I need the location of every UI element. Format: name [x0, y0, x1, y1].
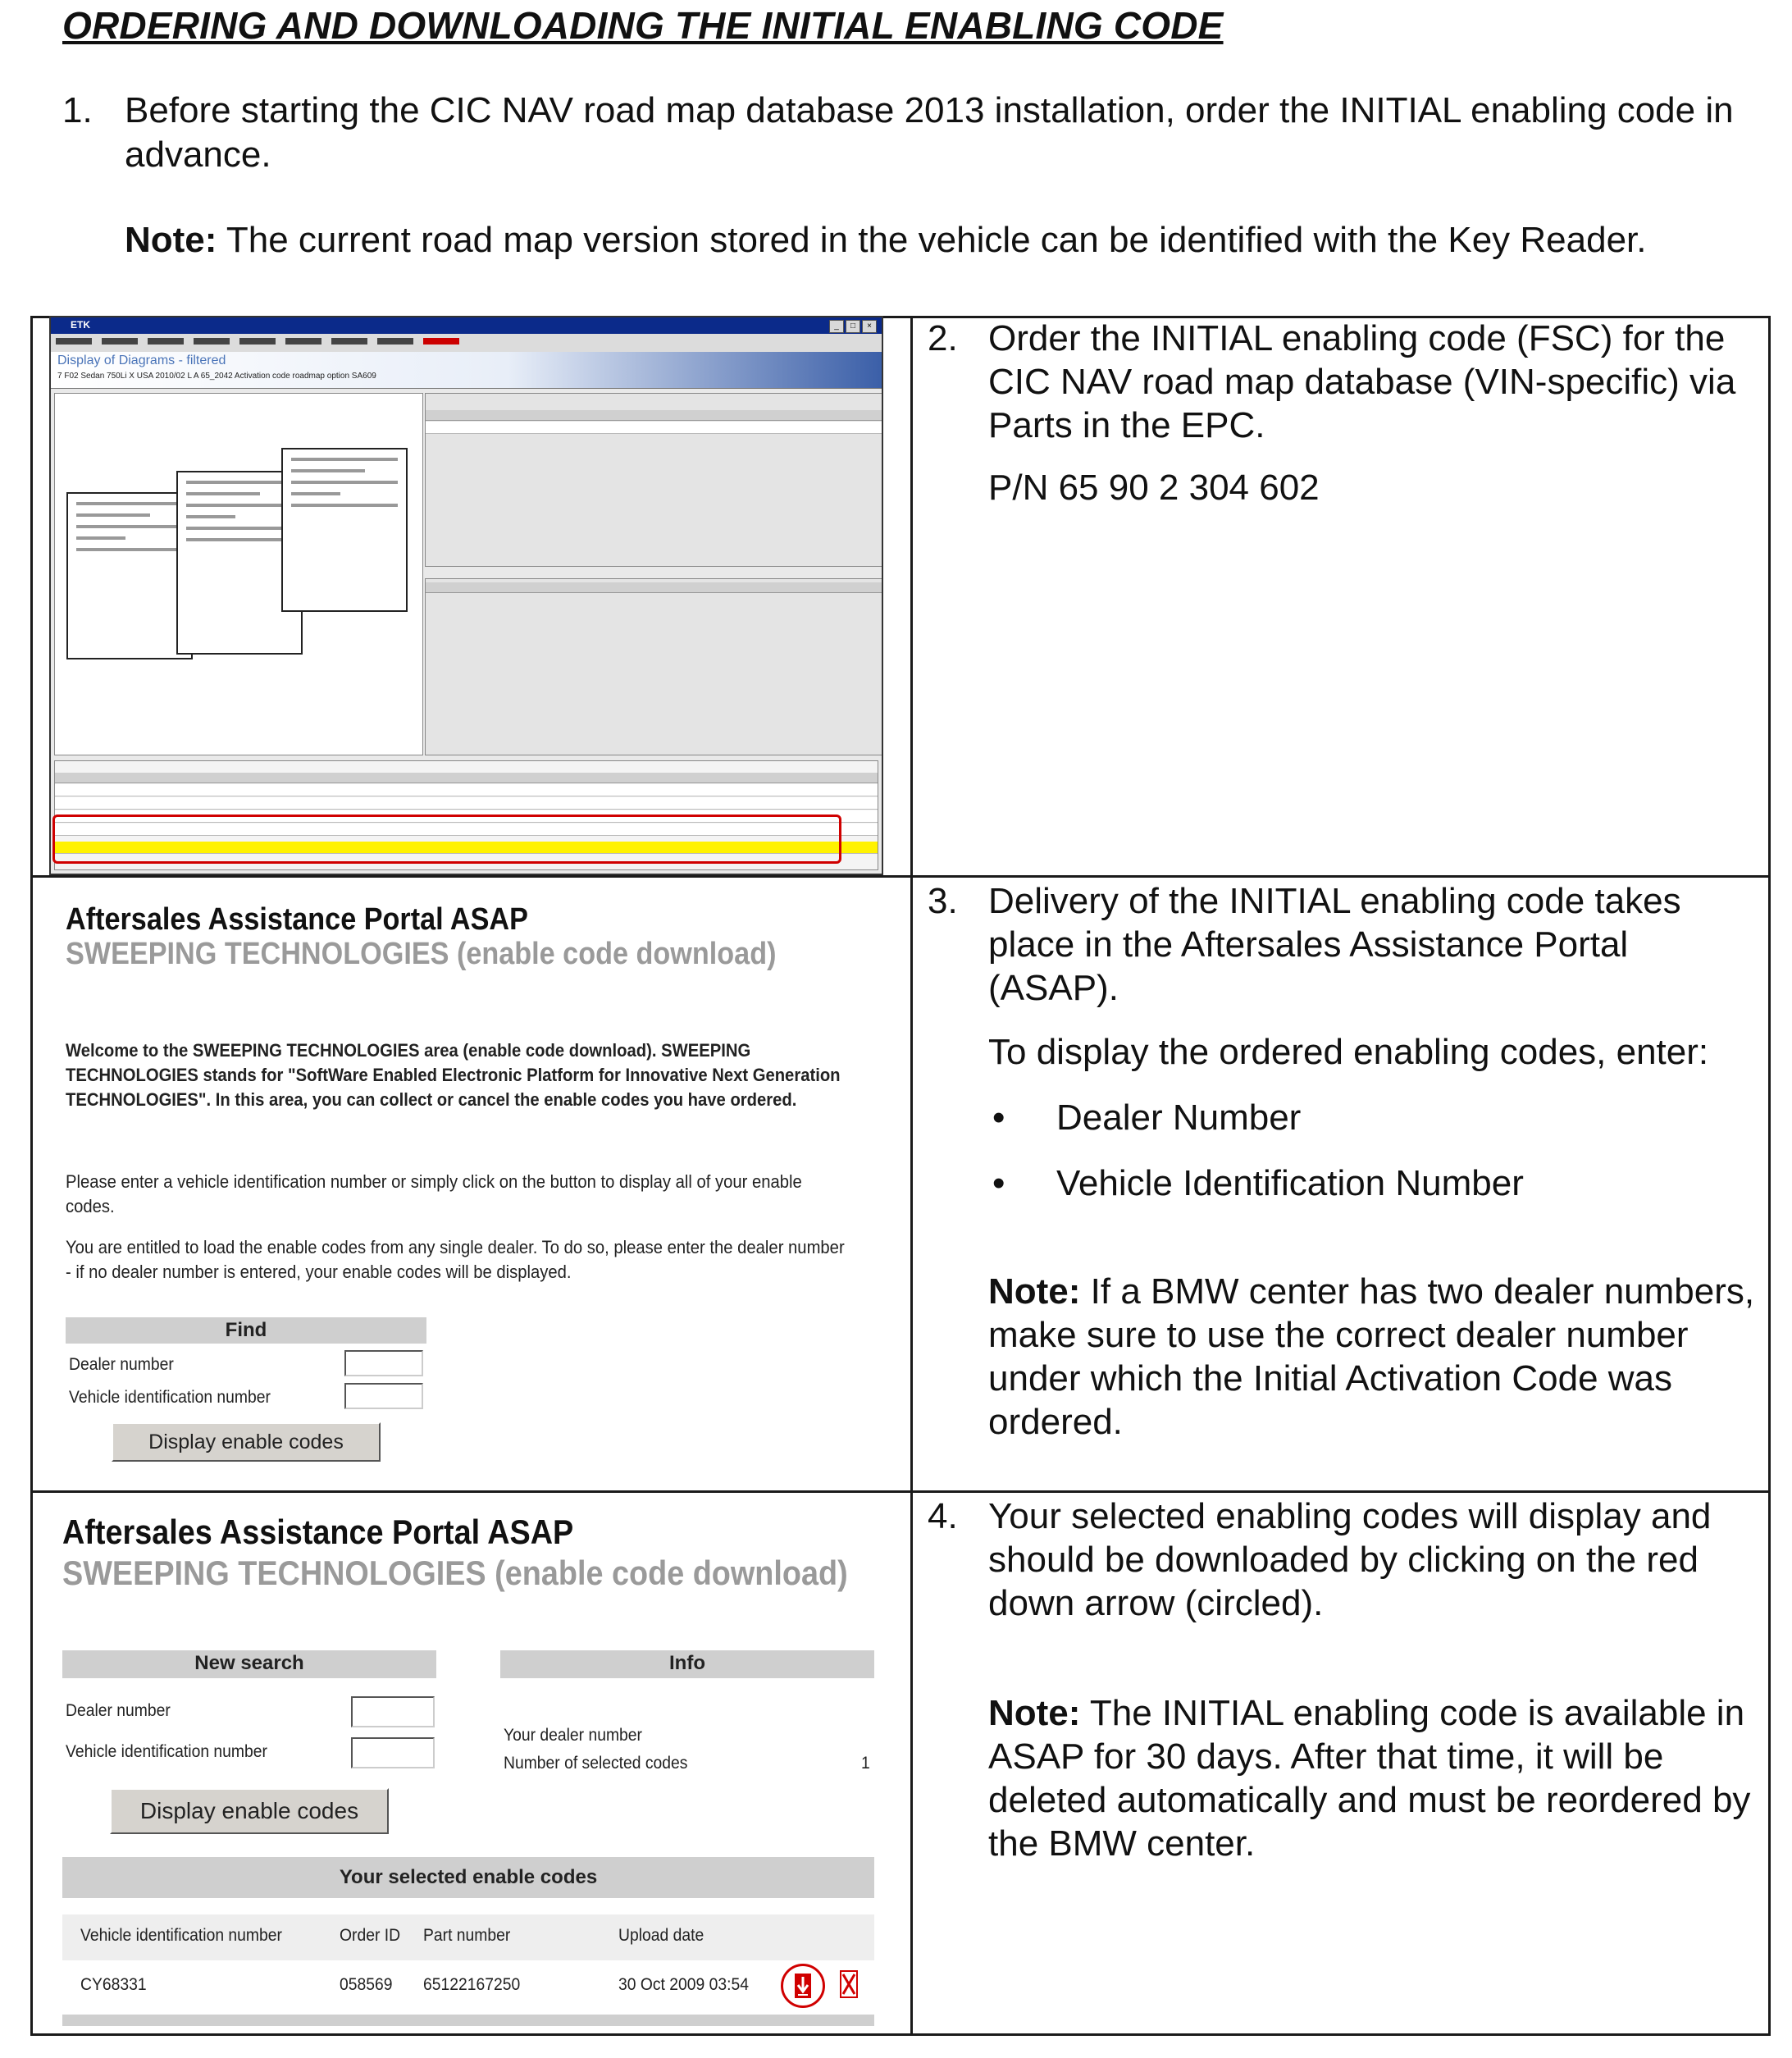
note-text: If a BMW center has two dealer numbers, make sure to use the correct dealer number under which the Initial Activation Code was ordered.: [988, 1271, 1755, 1442]
download-highlight-circle: [781, 1964, 825, 2008]
delete-x-icon[interactable]: [840, 1970, 858, 1998]
selected-codes-header: Your selected enable codes: [62, 1857, 874, 1898]
table-row-divider: [30, 1490, 1771, 1493]
instruction-1: Please enter a vehicle identification number or simply click on the button to display all of your enable codes.: [66, 1171, 802, 1216]
step-1-note: [125, 220, 1647, 261]
menu-item[interactable]: [239, 338, 276, 345]
epc-header-path: 7 F02 Sedan 750Li X USA 2010/02 L A 65_2042 Activation code roadmap option SA609: [57, 372, 376, 381]
close-icon[interactable]: ×: [862, 320, 877, 333]
table-footer-bar: [62, 2015, 874, 2026]
table-row[interactable]: [55, 797, 878, 810]
page-title: ORDERING AND DOWNLOADING THE INITIAL ENABLING CODE: [62, 4, 1224, 47]
note-label: Note:: [125, 220, 217, 260]
dealer-number-input[interactable]: [344, 1350, 423, 1376]
display-enable-codes-button[interactable]: Display enable codes: [112, 1422, 381, 1462]
menu-item[interactable]: [285, 338, 321, 345]
display-enable-codes-button[interactable]: Display enable codes: [110, 1788, 389, 1834]
epc-filter-pane: [425, 393, 882, 567]
note-text: The INITIAL enabling code is available in ASAP for 30 days. After that time, it will be deleted automatically and must be reordered by the BMW center.: [988, 1693, 1751, 1864]
epc-header-title: Display of Diagrams - filtered: [57, 354, 226, 367]
column-header: Part number: [423, 1926, 511, 1945]
download-arrow-icon[interactable]: [795, 1974, 811, 1998]
step-3-number: 3.: [928, 881, 958, 921]
vin-input[interactable]: [351, 1737, 435, 1768]
find-header: Find: [66, 1317, 426, 1344]
highlight-circle: [52, 815, 841, 864]
asap-title: Aftersales Assistance Portal ASAP: [62, 1513, 574, 1551]
step-3-text: Delivery of the INITIAL enabling code takes place in the Aftersales Assistance Portal (ASAP).: [988, 881, 1681, 1008]
diagram-page: [281, 448, 408, 612]
vin-label: Vehicle identification number: [69, 1388, 271, 1407]
step-1-number: 1.: [62, 90, 93, 130]
step-1-text: Before starting the CIC NAV road map database 2013 installation, order the INITIAL enabling code in advance.: [125, 90, 1734, 175]
part-number: P/N 65 90 2 304 602: [988, 468, 1320, 508]
epc-titlebar: [51, 317, 882, 334]
maximize-icon[interactable]: □: [846, 320, 860, 333]
row-upload-date: 30 Oct 2009 03:54: [618, 1975, 749, 1994]
info-dealer-label: Your dealer number: [504, 1726, 642, 1745]
asap-title: Aftersales Assistance Portal ASAP: [66, 902, 528, 937]
info-header: Info: [500, 1650, 874, 1678]
row-vin: CY68331: [80, 1975, 147, 1994]
new-search-header: New search: [62, 1650, 436, 1678]
epc-window-title: ETK: [71, 319, 90, 331]
column-header: Vehicle identification number: [80, 1926, 282, 1945]
row-order-id: 058569: [340, 1975, 393, 1994]
diagram-page: [66, 492, 193, 659]
vin-label: Vehicle identification number: [66, 1742, 267, 1761]
step-4-number: 4.: [928, 1496, 958, 1536]
column-header: Order ID: [340, 1926, 401, 1945]
dealer-number-label: Dealer number: [66, 1701, 171, 1720]
info-count-label: Number of selected codes: [504, 1754, 688, 1773]
row-part-number: 65122167250: [423, 1975, 521, 1994]
bullet-icon: •: [992, 1163, 1005, 1203]
table-row[interactable]: [426, 422, 882, 434]
note-label: Note:: [988, 1693, 1081, 1733]
column-header: Upload date: [618, 1926, 704, 1945]
bullet-icon: •: [992, 1097, 1005, 1138]
menu-item[interactable]: [56, 338, 92, 345]
info-count-value: 1: [861, 1754, 870, 1773]
step-4-text: Your selected enabling codes will display and should be downloaded by clicking on the red down arrow (circled).: [988, 1496, 1712, 1623]
epc-header-band: [51, 352, 882, 389]
step-4-note: [988, 1691, 1776, 1865]
table-divider: [910, 316, 913, 2036]
minimize-icon[interactable]: _: [829, 320, 844, 333]
step-3-note: [988, 1270, 1776, 1444]
epc-screenshot: [49, 316, 883, 875]
welcome-bold: Welcome to the SWEEPING TECHNOLOGIES area (enable code download). SWEEPING TECHNOLOGIES stands for "SoftWare Enabled Electronic Platform for Innovative Next Generation TECHNOLOGIES". In this area, you can collect or cancel the enable codes you have ordered.: [66, 1040, 841, 1110]
menu-item[interactable]: [148, 338, 184, 345]
epc-menubar: [51, 334, 882, 353]
epc-diagram-pane: [54, 393, 423, 755]
menu-item[interactable]: [102, 338, 138, 345]
table-row-divider: [30, 875, 1771, 878]
vin-input[interactable]: [344, 1383, 423, 1409]
asap-subtitle: SWEEPING TECHNOLOGIES (enable code download): [62, 1554, 848, 1592]
asap-subtitle: SWEEPING TECHNOLOGIES (enable code download): [66, 937, 777, 971]
menu-item[interactable]: [377, 338, 413, 345]
menu-item[interactable]: [423, 338, 459, 345]
dealer-number-input[interactable]: [351, 1696, 435, 1727]
step-2-text: Order the INITIAL enabling code (FSC) for the CIC NAV road map database (VIN-specific) via Parts in the EPC.: [988, 318, 1736, 445]
table-row[interactable]: [55, 784, 878, 796]
bullet-text: Vehicle Identification Number: [1056, 1163, 1524, 1203]
instruction-2: You are entitled to load the enable codes from any single dealer. To do so, please enter the dealer number - if no dealer number is entered, your enable codes will be displayed.: [66, 1237, 845, 1282]
epc-window-controls: [829, 320, 877, 333]
note-label: Note:: [988, 1271, 1081, 1312]
step-2-number: 2.: [928, 318, 958, 358]
dealer-number-label: Dealer number: [69, 1355, 174, 1374]
menu-item[interactable]: [194, 338, 230, 345]
epc-parts-pane: [425, 578, 882, 755]
bullet-text: Dealer Number: [1056, 1097, 1302, 1138]
welcome-text: [66, 1038, 850, 1112]
note-text: The current road map version stored in the vehicle can be identified with the Key Reader.: [217, 220, 1647, 260]
menu-item[interactable]: [331, 338, 367, 345]
display-intro: To display the ordered enabling codes, enter:: [988, 1032, 1709, 1072]
